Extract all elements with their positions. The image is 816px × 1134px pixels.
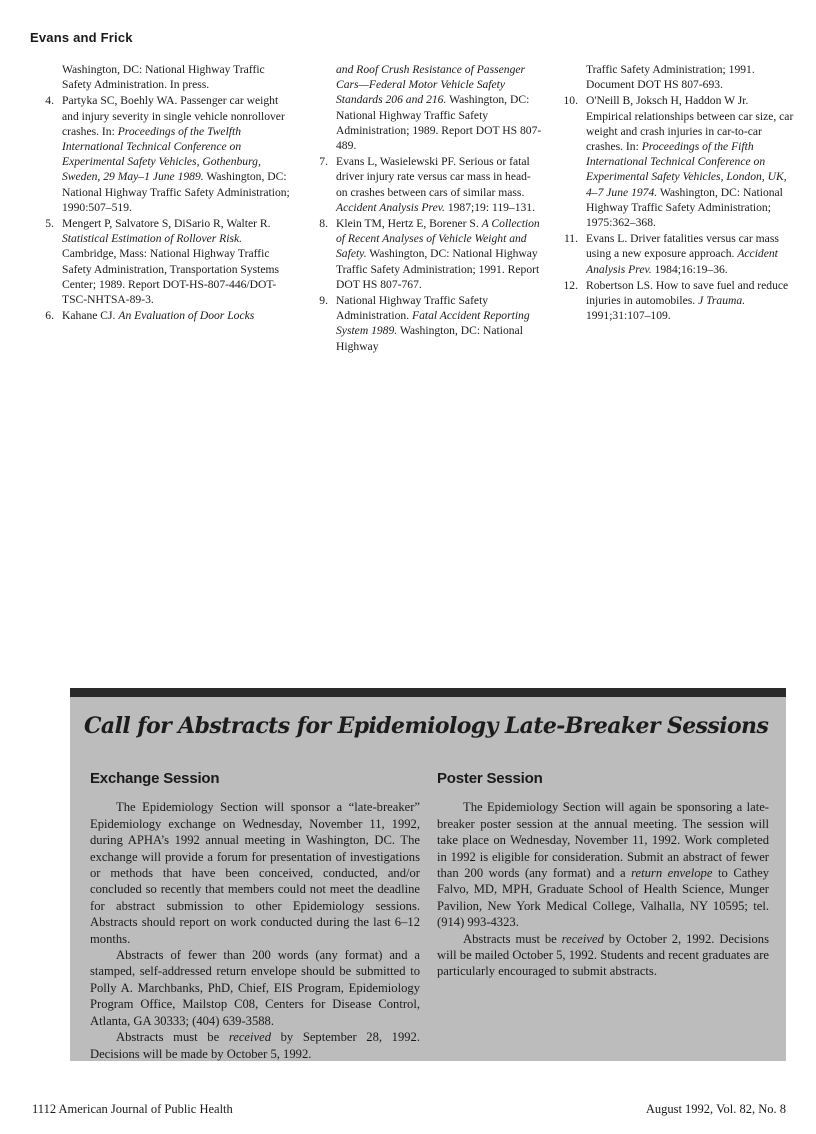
text-segment: The Epidemiology Section will sponsor a “late-breaker” Epidemiology exchange on Wednesday, November 11, 1992, during APHA’s 1992 annual meeting in Washington, DC. The exchange will provide a forum for presentation of investigations or methods that have been conceived, conducted, and/or concluded so recently that members could not meet the deadline for abstract submission to other Epidemiology sessions. Abstracts should report on work conducted during the last 6–12 months. xyxy=(90,800,420,946)
running-head: Evans and Frick xyxy=(30,30,133,45)
text-segment: Evans L, Wasielewski PF. Serious or fatal driver injury rate versus car mass in head-on crashes between cars of similar mass. xyxy=(336,155,531,199)
reference-item xyxy=(556,231,794,277)
text-segment: 1991;31:107–109. xyxy=(586,309,671,323)
exchange-paragraph xyxy=(90,947,420,1029)
reference-text xyxy=(586,278,794,324)
reference-number: 10. xyxy=(563,94,578,108)
exchange-session xyxy=(90,771,420,1062)
italic-text: Accident Analysis Prev. xyxy=(336,200,445,214)
reference-number: 11. xyxy=(563,232,578,246)
reference-item xyxy=(306,154,542,215)
text-segment: to Cathey Falvo, MD, MPH, Graduate School of Health Science, Munger Pavilion, New York Medical College, Valhalla, NY 10595; tel. (914) 993-4323. xyxy=(437,866,770,930)
reference-text xyxy=(336,293,542,354)
text-segment: by September 28, 1992. Decisions will be made by October 5, 1992. xyxy=(90,1030,421,1061)
text-segment: Mengert P, Salvatore S, DiSario R, Walter R. xyxy=(62,217,271,231)
text-segment: by October 2, 1992. Decisions will be mailed October 5, 1992. Students and recent graduates are particularly encouraged to submit abstracts. xyxy=(437,931,769,979)
text-segment: Evans L. Driver fatalities versus car mass using a new exposure approach. xyxy=(586,232,779,261)
poster-paragraph xyxy=(437,931,769,980)
reference-item xyxy=(306,293,542,354)
italic-text: Statistical Estimation of Rollover Risk. xyxy=(62,232,243,246)
reference-number: 6. xyxy=(45,309,54,323)
text-segment: Washington, DC: National Highway Traffic Safety Administration. In press. xyxy=(62,63,265,92)
italic-text: Proceedings of the Fifth International Technical Conference on Experimental Safety Vehicles, London, UK, 4–7 June 1974. xyxy=(586,140,787,199)
text-segment: 1984;16:19–36. xyxy=(651,262,728,276)
exchange-paragraph xyxy=(90,1029,420,1062)
reference-column-2 xyxy=(306,62,542,355)
italic-text: received xyxy=(228,1030,271,1045)
text-segment: Traffic Safety Administration; 1991. Document DOT HS 807-693. xyxy=(586,63,755,92)
reference-text xyxy=(62,308,292,323)
reference-text xyxy=(336,154,542,215)
text-segment: Washington, DC: National Highway Traffic Safety Administration; 1989. Report DOT HS 807-489. xyxy=(336,93,542,153)
text-segment: Abstracts must be xyxy=(463,931,562,946)
exchange-paragraph xyxy=(90,799,420,947)
italic-text: Proceedings of the Twelfth International Technical Conference on Experimental Safety Vehicles, Gothenburg, Sweden, 29 May–1 June 1989. xyxy=(62,124,261,184)
reference-item xyxy=(556,62,794,92)
reference-number: 9. xyxy=(319,294,328,308)
reference-text xyxy=(62,93,292,215)
exchange-session-heading: Exchange Session xyxy=(90,770,220,787)
text-segment: Klein TM, Hertz E, Borener S. xyxy=(336,217,482,231)
text-segment: Washington, DC: National Highway Traffic Safety Administration; 1990:507–519. xyxy=(62,170,290,214)
italic-text: J Trauma. xyxy=(698,294,746,308)
text-segment: The Epidemiology Section will again be sponsoring a late-breaker poster session at the annual meeting. The session will take place on Wednesday, November 11, 1992. Work completed in 1992 is eligible for consideration. Submit an abstract of fewer than 200 words (any format) and a xyxy=(437,800,769,881)
reference-item xyxy=(556,278,794,324)
reference-text xyxy=(62,62,292,92)
text-segment: Robertson LS. How to save fuel and reduce injuries in automobiles. xyxy=(586,278,789,308)
text-segment: Partyka SC, Boehly WA. Passenger car weight and injury severity in single vehicle nonrollover crashes. In: xyxy=(62,94,285,138)
reference-number: 12. xyxy=(563,278,578,292)
italic-text: return envelope xyxy=(631,866,713,881)
reference-item xyxy=(32,93,292,215)
reference-number: 8. xyxy=(319,217,328,231)
poster-session xyxy=(437,771,769,980)
italic-text: Fatal Accident Reporting System 1989. xyxy=(336,309,530,338)
text-segment: Washington, DC: National Highway Traffic Safety Administration; 1991. Report DOT HS 807-767. xyxy=(336,247,540,291)
italic-text: Accident Analysis Prev. xyxy=(586,247,778,276)
reference-number: 4. xyxy=(45,94,54,108)
reference-item xyxy=(32,308,292,323)
announcement-box xyxy=(70,688,786,1061)
reference-column-3 xyxy=(556,62,794,324)
reference-text xyxy=(586,62,794,92)
reference-text xyxy=(336,62,542,153)
footer-journal: 1112 American Journal of Public Health xyxy=(32,1102,233,1116)
text-segment: Kahane CJ. xyxy=(62,309,119,323)
text-segment: Abstracts must be xyxy=(116,1030,229,1045)
reference-item xyxy=(556,93,794,230)
text-segment: O'Neill B, Joksch H, Haddon W Jr. Empirical relationships between car size, car weight and crash injuries in car-to-car crashes. In: xyxy=(586,94,794,154)
reference-item xyxy=(32,216,292,307)
reference-item xyxy=(32,62,292,92)
reference-column-1 xyxy=(32,62,292,324)
text-segment: Washington, DC: National Highway Traffic Safety Administration; 1975:362–368. xyxy=(586,185,783,230)
italic-text: A Collection of Recent Analyses of Vehicle Weight and Safety. xyxy=(336,217,540,261)
reference-text xyxy=(336,216,542,292)
reference-text xyxy=(586,93,794,230)
reference-item xyxy=(306,62,542,153)
text-segment: National Highway Traffic Safety Administration. xyxy=(336,294,489,323)
poster-paragraph xyxy=(437,799,769,930)
footer-issue: August 1992, Vol. 82, No. 8 xyxy=(645,1102,786,1116)
reference-item xyxy=(306,216,542,292)
reference-number: 7. xyxy=(319,155,328,169)
italic-text: received xyxy=(561,931,604,946)
text-segment: 1987;19: 119–131. xyxy=(444,200,536,214)
italic-text: and Roof Crush Resistance of Passenger Cars—Federal Motor Vehicle Safety Standards 206 and 216. xyxy=(336,63,526,107)
text-segment: Cambridge, Mass: National Highway Traffic Safety Administration, Transportation Systems Center; 1989. Report DOT-HS-807-446/DOT-TSC-NHTSA-89-3. xyxy=(62,247,280,307)
reference-number: 5. xyxy=(45,217,54,231)
text-segment: Abstracts of fewer than 200 words (any format) and a stamped, self-addressed return envelope should be submitted to Polly A. Marchbanks, PhD, Chief, EIS Program, Epidemiology Program Office, Mailstop C08, Centers for Disease Control, Atlanta, GA 30333; (404) 639-3588. xyxy=(90,948,420,1028)
announcement-title: Call for Abstracts for Epidemiology Late-Breaker Sessions xyxy=(84,713,769,739)
reference-text xyxy=(62,216,292,307)
reference-text xyxy=(586,231,794,277)
italic-text: An Evaluation of Door Locks xyxy=(118,309,255,323)
text-segment: Washington, DC: National Highway xyxy=(336,324,523,353)
poster-session-heading: Poster Session xyxy=(437,770,543,787)
